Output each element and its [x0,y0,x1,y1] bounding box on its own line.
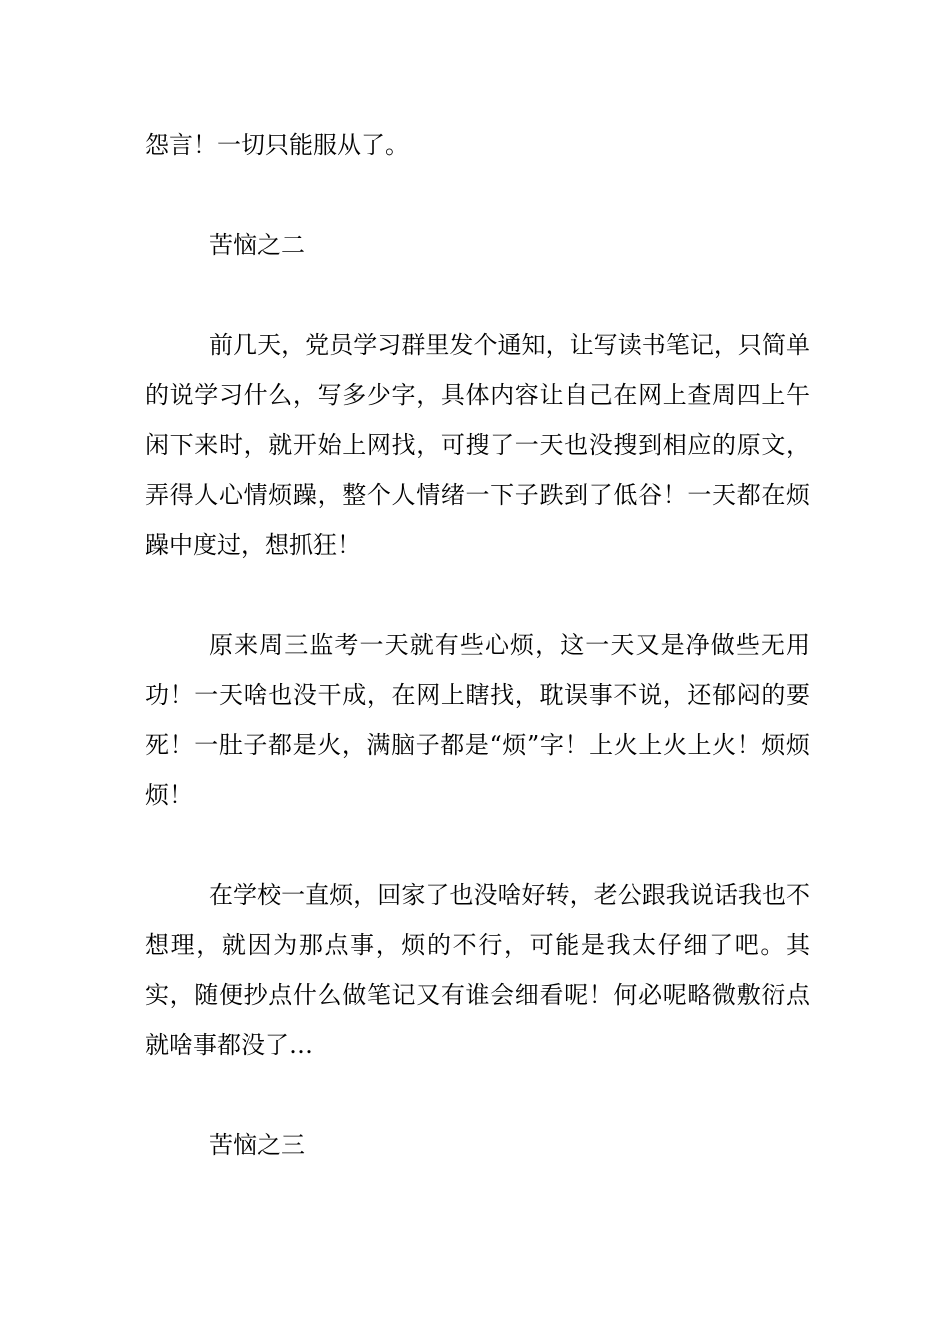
paragraph-opening: 怨言！一切只能服从了。 [145,131,409,159]
paragraph-home: 在学校一直烦，回家了也没啥好转，老公跟我说话我也不想理，就因为那点事，烦的不行，可能是我太仔细了吧。其实，随便抄点什么做笔记又有谁会细看呢！何必呢略微敷衍点就啥事都没了… [145,881,810,1059]
section-heading-two: 苦恼之二 [209,231,305,259]
section-heading-three: 苦恼之三 [209,1131,305,1159]
document-page [145,120,810,1220]
paragraph-wasted-day: 原来周三监考一天就有些心烦，这一天又是净做些无用功！一天啥也没干成，在网上瞎找，耽误事不说，还郁闷的要死！一肚子都是火，满脑子都是“烦”字！上火上火上火！烦烦烦！ [145,631,810,809]
paragraph-reading-notes: 前几天，党员学习群里发个通知，让写读书笔记，只简单的说学习什么，写多少字，具体内容让自己在网上查周四上午闲下来时，就开始上网找，可搜了一天也没搜到相应的原文，弄得人心情烦躁，整个人情绪一下子跌到了低谷！一天都在烦躁中度过，想抓狂！ [145,331,810,559]
